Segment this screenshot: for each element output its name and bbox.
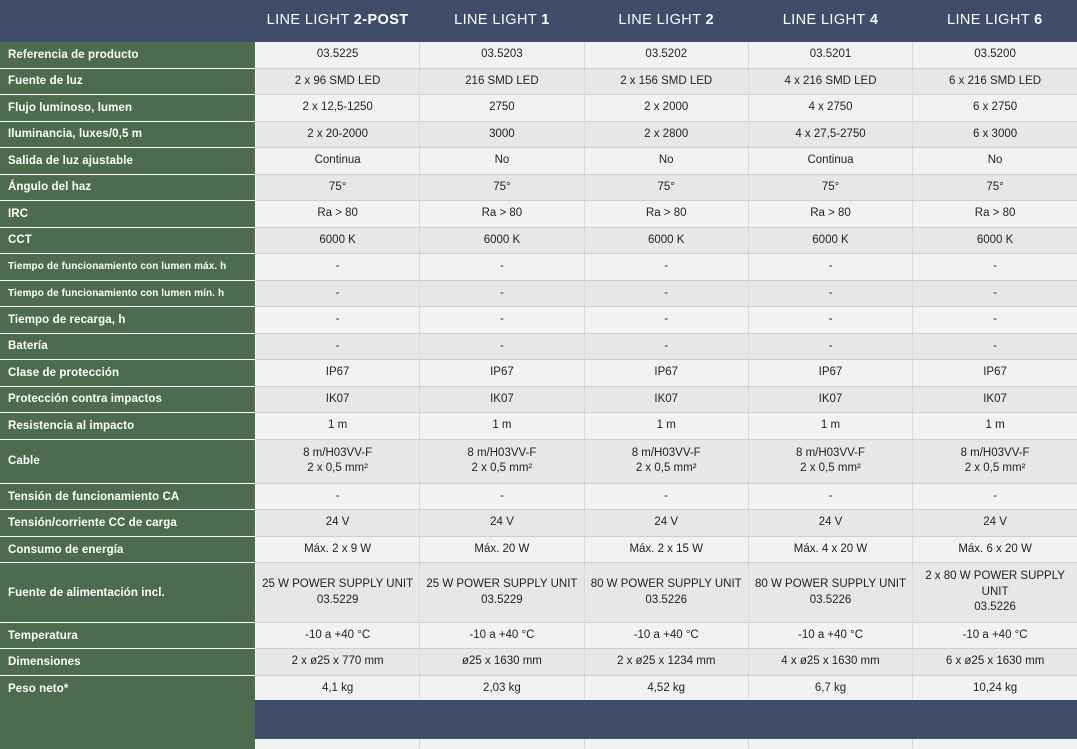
row-value: 2 x ø25 x 770 mm [255, 649, 419, 676]
row-label: Flujo luminoso, lumen [0, 95, 255, 122]
column-header-model-1 [420, 0, 584, 42]
row-value: - [913, 483, 1077, 510]
row-value: IP67 [584, 360, 748, 387]
row-value: IK07 [255, 386, 419, 413]
row-value: 25 W POWER SUPPLY UNIT 03.5229 [420, 563, 584, 623]
row-label: Batería [0, 333, 255, 360]
row-value: 25 W POWER SUPPLY UNIT 03.5229 [255, 563, 419, 623]
row-value: ø25 x 1630 mm [420, 649, 584, 676]
row-value: 2 x 20-2000 [255, 121, 419, 148]
row-value: 2 x 12,5-1250 [255, 95, 419, 122]
table-row [0, 68, 1077, 95]
row-value: 1 m [420, 413, 584, 440]
model-name-2: 2 [705, 12, 715, 28]
row-value: - [913, 307, 1077, 334]
row-value: 8 m/H03VV-F 2 x 0,5 mm² [913, 439, 1077, 483]
row-value: - [255, 307, 419, 334]
row-value: 2 x 80 W POWER SUPPLY UNIT 03.5226 [913, 563, 1077, 623]
row-value: IP67 [420, 360, 584, 387]
footer-band-blue [255, 700, 1077, 739]
row-label: Peso neto* [0, 675, 255, 702]
table-row [0, 227, 1077, 254]
table-row [0, 439, 1077, 483]
row-value: - [748, 483, 912, 510]
row-value: - [420, 280, 584, 307]
table-row [0, 148, 1077, 175]
row-value: - [420, 307, 584, 334]
row-value: 6 x 216 SMD LED [913, 68, 1077, 95]
row-value: -10 a +40 °C [584, 622, 748, 649]
row-value: -10 a +40 °C [748, 622, 912, 649]
row-value: 8 m/H03VV-F 2 x 0,5 mm² [748, 439, 912, 483]
row-value: Ra > 80 [913, 201, 1077, 228]
row-value: 2 x 2000 [584, 95, 748, 122]
header-corner-cell [0, 0, 255, 42]
model-prefix-0: LINE LIGHT [266, 12, 354, 28]
row-value: - [255, 254, 419, 281]
row-value: No [584, 148, 748, 175]
table-header [0, 0, 1077, 42]
row-value: 24 V [913, 510, 1077, 537]
table-row [0, 563, 1077, 623]
row-label: Fuente de alimentación incl. [0, 563, 255, 623]
row-value: 24 V [255, 510, 419, 537]
row-value: 6000 K [584, 227, 748, 254]
row-label: Tiempo de funcionamiento con lumen máx. h [0, 254, 255, 281]
table-row [0, 95, 1077, 122]
table-row [0, 536, 1077, 563]
row-value: -10 a +40 °C [913, 622, 1077, 649]
table-row [0, 201, 1077, 228]
row-value: 8 m/H03VV-F 2 x 0,5 mm² [584, 439, 748, 483]
row-value: 2 x ø25 x 1234 mm [584, 649, 748, 676]
row-label: Tensión de funcionamiento CA [0, 483, 255, 510]
row-value: - [748, 254, 912, 281]
row-value: Máx. 2 x 9 W [255, 536, 419, 563]
table-row [0, 280, 1077, 307]
row-value: 75° [420, 174, 584, 201]
row-label: Tiempo de recarga, h [0, 307, 255, 334]
row-value: 6 x 3000 [913, 121, 1077, 148]
row-value: 6,7 kg [748, 675, 912, 702]
row-value: 6000 K [255, 227, 419, 254]
row-value: 4 x 2750 [748, 95, 912, 122]
row-label: Salida de luz ajustable [0, 148, 255, 175]
row-value: 8 m/H03VV-F 2 x 0,5 mm² [255, 439, 419, 483]
row-value: - [420, 333, 584, 360]
row-value: Continua [255, 148, 419, 175]
model-name-0: 2-POST [353, 12, 409, 28]
model-prefix-4: LINE LIGHT [947, 12, 1035, 28]
row-value: - [748, 280, 912, 307]
header-row [0, 0, 1077, 42]
row-value: 1 m [255, 413, 419, 440]
row-value: 03.5202 [584, 42, 748, 68]
row-value: 3000 [420, 121, 584, 148]
row-value: Ra > 80 [748, 201, 912, 228]
row-label: Consumo de energía [0, 536, 255, 563]
row-value: 4 x 216 SMD LED [748, 68, 912, 95]
row-value: Continua [748, 148, 912, 175]
row-value: - [748, 307, 912, 334]
row-label: CCT [0, 227, 255, 254]
row-value: -10 a +40 °C [420, 622, 584, 649]
row-value: 6000 K [748, 227, 912, 254]
row-value: 6000 K [420, 227, 584, 254]
row-value: 2 x 96 SMD LED [255, 68, 419, 95]
row-label: Tensión/corriente CC de carga [0, 510, 255, 537]
row-value: Ra > 80 [420, 201, 584, 228]
row-value: 1 m [913, 413, 1077, 440]
row-value: 6 x ø25 x 1630 mm [913, 649, 1077, 676]
row-value: - [584, 307, 748, 334]
column-header-model-3 [748, 0, 912, 42]
row-label: Referencia de producto [0, 42, 255, 68]
row-value: - [584, 333, 748, 360]
row-label: Clase de protección [0, 360, 255, 387]
row-value: 2,03 kg [420, 675, 584, 702]
row-value: 80 W POWER SUPPLY UNIT 03.5226 [584, 563, 748, 623]
row-value: - [584, 254, 748, 281]
column-header-model-4 [913, 0, 1077, 42]
row-value: 4,1 kg [255, 675, 419, 702]
row-value: IP67 [255, 360, 419, 387]
table-row [0, 510, 1077, 537]
row-value: 2 x 156 SMD LED [584, 68, 748, 95]
row-value: No [420, 148, 584, 175]
row-value: 4 x 27,5-2750 [748, 121, 912, 148]
model-name-1: 1 [541, 12, 550, 28]
row-label: Dimensiones [0, 649, 255, 676]
table-row [0, 174, 1077, 201]
row-value: 2 x 2800 [584, 121, 748, 148]
row-value: IK07 [420, 386, 584, 413]
table-row [0, 386, 1077, 413]
table-body [0, 42, 1077, 749]
row-value: 03.5200 [913, 42, 1077, 68]
row-value: 1 m [584, 413, 748, 440]
table-row [0, 121, 1077, 148]
row-value: 2750 [420, 95, 584, 122]
row-label: Iluminancia, luxes/0,5 m [0, 121, 255, 148]
row-value: - [420, 254, 584, 281]
row-value: 75° [255, 174, 419, 201]
row-value: 75° [584, 174, 748, 201]
row-label: Ángulo del haz [0, 174, 255, 201]
row-value: IK07 [584, 386, 748, 413]
table-row [0, 649, 1077, 676]
footer-band-green [0, 700, 255, 739]
row-value: 03.5201 [748, 42, 912, 68]
column-header-model-0 [255, 0, 419, 42]
row-value: 6000 K [913, 227, 1077, 254]
row-label: Temperatura [0, 622, 255, 649]
row-value: 24 V [748, 510, 912, 537]
row-value: IP67 [748, 360, 912, 387]
row-value: 4 x ø25 x 1630 mm [748, 649, 912, 676]
row-value: 80 W POWER SUPPLY UNIT 03.5226 [748, 563, 912, 623]
row-value: 03.5203 [420, 42, 584, 68]
row-label: Cable [0, 439, 255, 483]
row-value: Máx. 2 x 15 W [584, 536, 748, 563]
row-value: Máx. 6 x 20 W [913, 536, 1077, 563]
row-value: Ra > 80 [255, 201, 419, 228]
table-row [0, 42, 1077, 68]
row-value: 03.5225 [255, 42, 419, 68]
row-value: 216 SMD LED [420, 68, 584, 95]
table-row [0, 333, 1077, 360]
row-label: Resistencia al impacto [0, 413, 255, 440]
row-value: 75° [748, 174, 912, 201]
row-value: 75° [913, 174, 1077, 201]
row-value: No [913, 148, 1077, 175]
row-value: 6 x 2750 [913, 95, 1077, 122]
row-value: - [255, 280, 419, 307]
row-value: 10,24 kg [913, 675, 1077, 702]
row-value: - [584, 280, 748, 307]
row-value: - [584, 483, 748, 510]
row-value: - [913, 280, 1077, 307]
row-value: Máx. 20 W [420, 536, 584, 563]
model-name-3: 4 [869, 12, 879, 28]
row-value: 1 m [748, 413, 912, 440]
table-row [0, 360, 1077, 387]
table-row [0, 413, 1077, 440]
column-header-model-2 [584, 0, 748, 42]
row-value: - [913, 333, 1077, 360]
table-row [0, 307, 1077, 334]
row-value: IP67 [913, 360, 1077, 387]
row-value: -10 a +40 °C [255, 622, 419, 649]
row-value: 24 V [584, 510, 748, 537]
row-value: 4,52 kg [584, 675, 748, 702]
row-value: 8 m/H03VV-F 2 x 0,5 mm² [420, 439, 584, 483]
row-value: Ra > 80 [584, 201, 748, 228]
table-row [0, 483, 1077, 510]
row-label: Protección contra impactos [0, 386, 255, 413]
row-label: IRC [0, 201, 255, 228]
row-label: Fuente de luz [0, 68, 255, 95]
table-row [0, 675, 1077, 702]
model-prefix-1: LINE LIGHT [454, 12, 542, 28]
row-value: - [420, 483, 584, 510]
row-value: - [748, 333, 912, 360]
row-label: Tiempo de funcionamiento con lumen mín. h [0, 280, 255, 307]
row-value: - [913, 254, 1077, 281]
table-row [0, 254, 1077, 281]
model-prefix-2: LINE LIGHT [618, 12, 706, 28]
model-prefix-3: LINE LIGHT [782, 12, 870, 28]
row-value: 24 V [420, 510, 584, 537]
row-value: IK07 [913, 386, 1077, 413]
row-value: Máx. 4 x 20 W [748, 536, 912, 563]
row-value: - [255, 333, 419, 360]
model-name-4: 6 [1034, 12, 1043, 28]
table-row [0, 622, 1077, 649]
row-value: IK07 [748, 386, 912, 413]
row-value: - [255, 483, 419, 510]
